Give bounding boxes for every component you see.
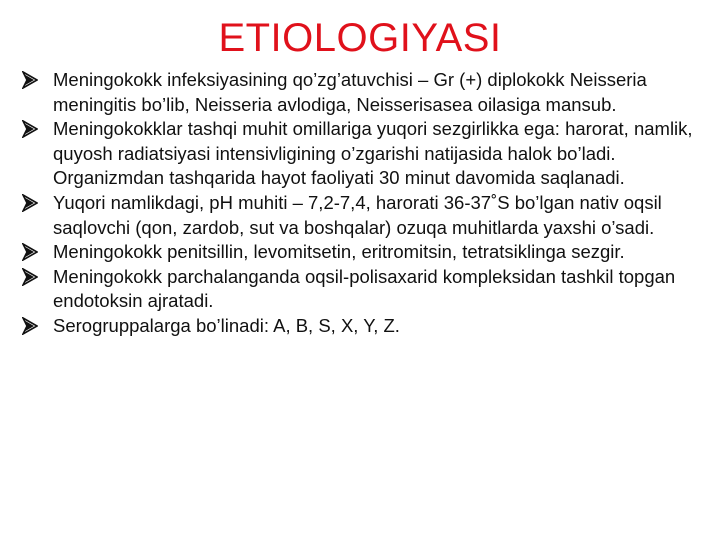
bullet-text: Yuqori namlikdagi, pH muhiti – 7,2-7,4, harorati 36-37˚S bo’lgan nativ oqsil saqlovchi (qon, zardob, sut va boshqalar) ozuqa muhitlarda yaxshi o’sadi. (53, 191, 662, 238)
arrowhead-bullet-icon (22, 120, 38, 138)
bullet-text: Meningokokk parchalanganda oqsil-polisaxarid kompleksidan tashkil topgan endotoksin ajratadi. (53, 265, 676, 312)
bullet-list (22, 68, 702, 339)
bullet-item (22, 314, 702, 339)
bullet-item (22, 191, 702, 240)
bullet-item (22, 68, 702, 117)
bullet-item (22, 240, 702, 265)
bullet-text: Meningokokk infeksiyasining qo’zg’atuvchisi – Gr (+) diplokokk Neisseria meningitis bo’lib, Neisseria avlodiga, Neisserisasea oilasiga mansub. (53, 69, 647, 115)
arrowhead-bullet-icon (22, 71, 38, 89)
bullet-item (22, 117, 702, 191)
bullet-text: Serogruppalarga bo’linadi: A, B, S, X, Y, Z. (53, 314, 400, 336)
arrowhead-bullet-icon (22, 268, 38, 286)
bullet-text: Meningokokk penitsillin, levomitsetin, eritromitsin, tetratsiklinga sezgir. (53, 241, 625, 263)
arrowhead-bullet-icon (22, 243, 38, 261)
arrowhead-bullet-icon (22, 317, 38, 335)
arrowhead-bullet-icon (22, 194, 38, 212)
slide-title: ETIOLOGIYASI (218, 16, 502, 60)
bullet-text: Meningokokklar tashqi muhit omillariga yuqori sezgirlikka ega: harorat, namlik, quyosh radiatsiyasi intensivligining o’zgarishi natijasida halok bo’ladi. Organizmdan tashqarida hayot faoliyati 30 minut davomida saqlanadi. (53, 118, 693, 189)
bullet-item (22, 265, 702, 314)
